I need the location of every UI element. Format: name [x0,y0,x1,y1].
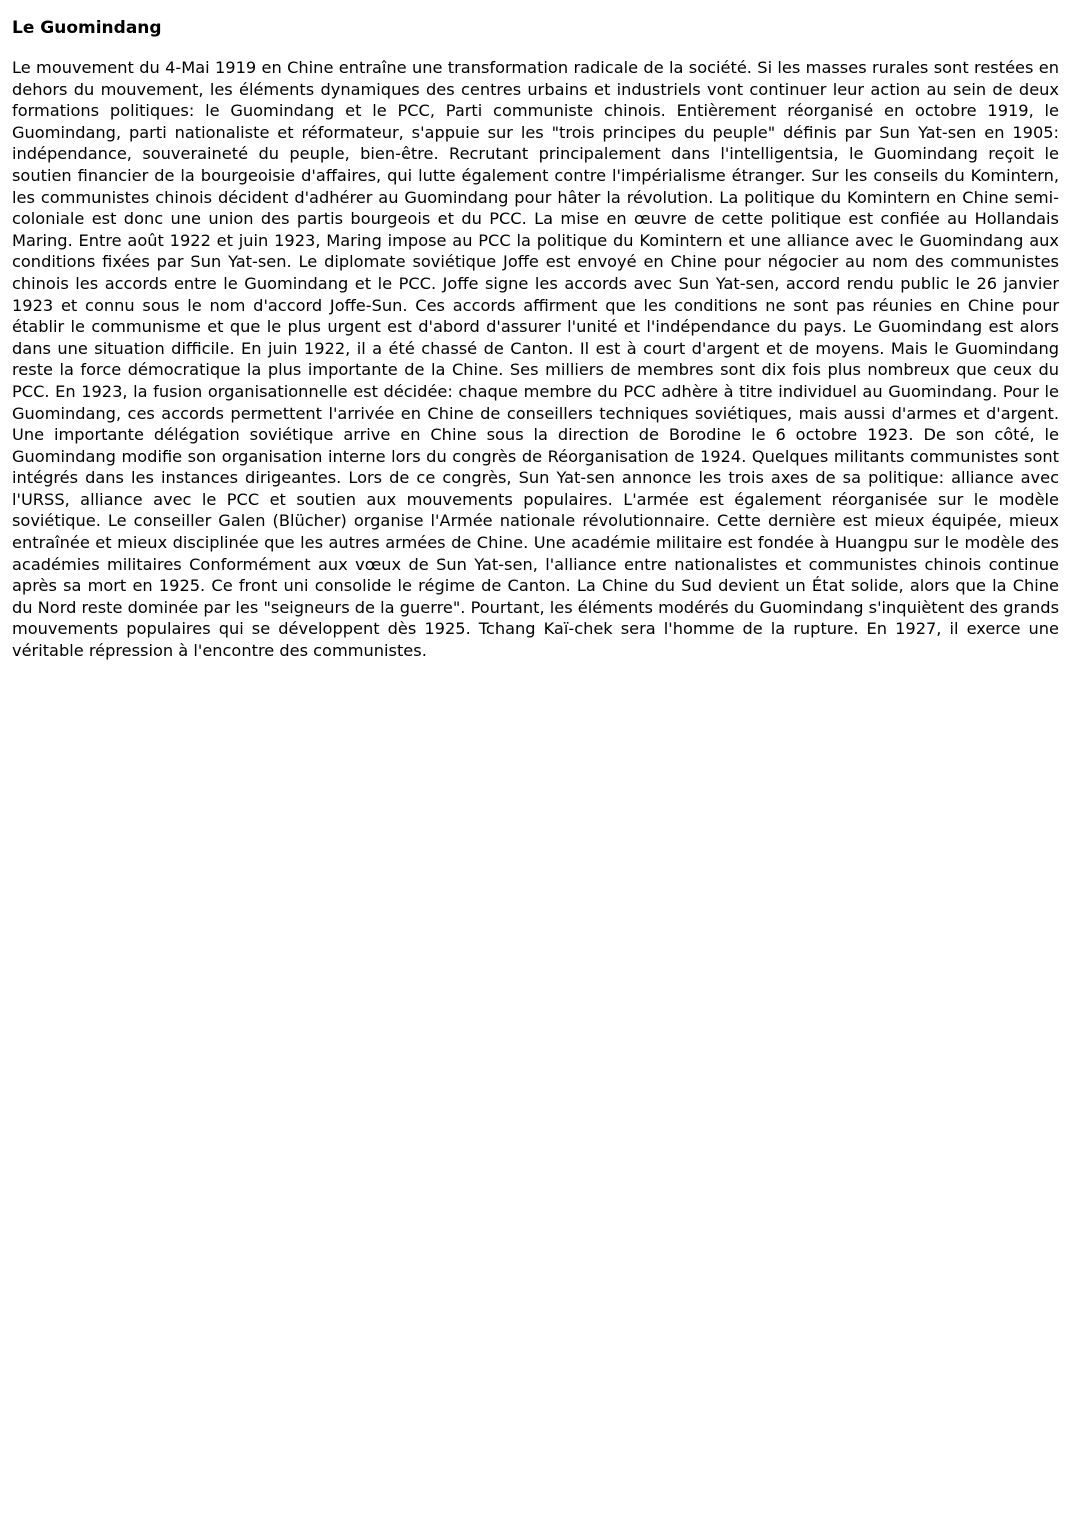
document-body-paragraph: Le mouvement du 4-Mai 1919 en Chine entraîne une transformation radicale de la société. Si les masses rurales sont restées en dehors du mouvement, les éléments dynamiques des centres urbains et industriels vont continuer leur action au sein de deux formations politiques: le Guomindang et le PCC, Parti communiste chinois. Entièrement réorganisé en octobre 1919, le Guomindang, parti nationaliste et réformateur, s'appuie sur les "trois principes du peuple" définis par Sun Yat-sen en 1905: indépendance, souveraineté du peuple, bien-être. Recrutant principalement dans l'intelligentsia, le Guomindang reçoit le soutien financier de la bourgeoisie d'affaires, qui lutte également contre l'impérialisme étranger. Sur les conseils du Komintern, les communistes chinois décident d'adhérer au Guomindang pour hâter la révolution. La politique du Komintern en Chine semi-coloniale est donc une union des partis bourgeois et du PCC. La mise en œuvre de cette politique est confiée au Hollandais Maring. Entre août 1922 et juin 1923, Maring impose au PCC la politique du Komintern et une alliance avec le Guomindang aux conditions fixées par Sun Yat-sen. Le diplomate soviétique Joffe est envoyé en Chine pour négocier au nom des communistes chinois les accords entre le Guomindang et le PCC. Joffe signe les accords avec Sun Yat-sen, accord rendu public le 26 janvier 1923 et connu sous le nom d'accord Joffe-Sun. Ces accords affirment que les conditions ne sont pas réunies en Chine pour établir le communisme et que le plus urgent est d'abord d'assurer l'unité et l'indépendance du pays. Le Guomindang est alors dans une situation difficile. En juin 1922, il a été chassé de Canton. Il est à court d'argent et de moyens. Mais le Guomindang reste la force démocratique la plus importante de la Chine. Ses milliers de membres sont dix fois plus nombreux que ceux du PCC. En 1923, la fusion organisationnelle est décidée: chaque membre du PCC adhère à titre individuel au Guomindang. Pour le Guomindang, ces accords permettent l'arrivée en Chine de conseillers techniques soviétiques, mais aussi d'armes et d'argent. Une importante délégation soviétique arrive en Chine sous la direction de Borodine le 6 octobre 1923. De son côté, le Guomindang modifie son organisation interne lors du congrès de Réorganisation de 1924. Quelques militants communistes sont intégrés dans les instances dirigeantes. Lors de ce congrès, Sun Yat-sen annonce les trois axes de sa politique: alliance avec l'URSS, alliance avec le PCC et soutien aux mouvements populaires. L'armée est également réorganisée sur le modèle soviétique. Le conseiller Galen (Blücher) organise l'Armée nationale révolutionnaire. Cette dernière est mieux équipée, mieux entraînée et mieux disciplinée que les autres armées de Chine. Une académie militaire est fondée à Huangpu sur le modèle des académies militaires Conformément aux vœux de Sun Yat-sen, l'alliance entre nationalistes et communistes chinois continue après sa mort en 1925. Ce front uni consolide le régime de Canton. La Chine du Sud devient un État solide, alors que la Chine du Nord reste dominée par les "seigneurs de la guerre". Pourtant, les éléments modérés du Guomindang s'inquiètent des grands mouvements populaires qui se développent dès 1925. Tchang Kaï-chek sera l'homme de la rupture. En 1927, il exerce une véritable répression à l'encontre des communistes. [12,58,1059,661]
document-page [12,16,1059,662]
document-title: Le Guomindang [12,18,162,38]
